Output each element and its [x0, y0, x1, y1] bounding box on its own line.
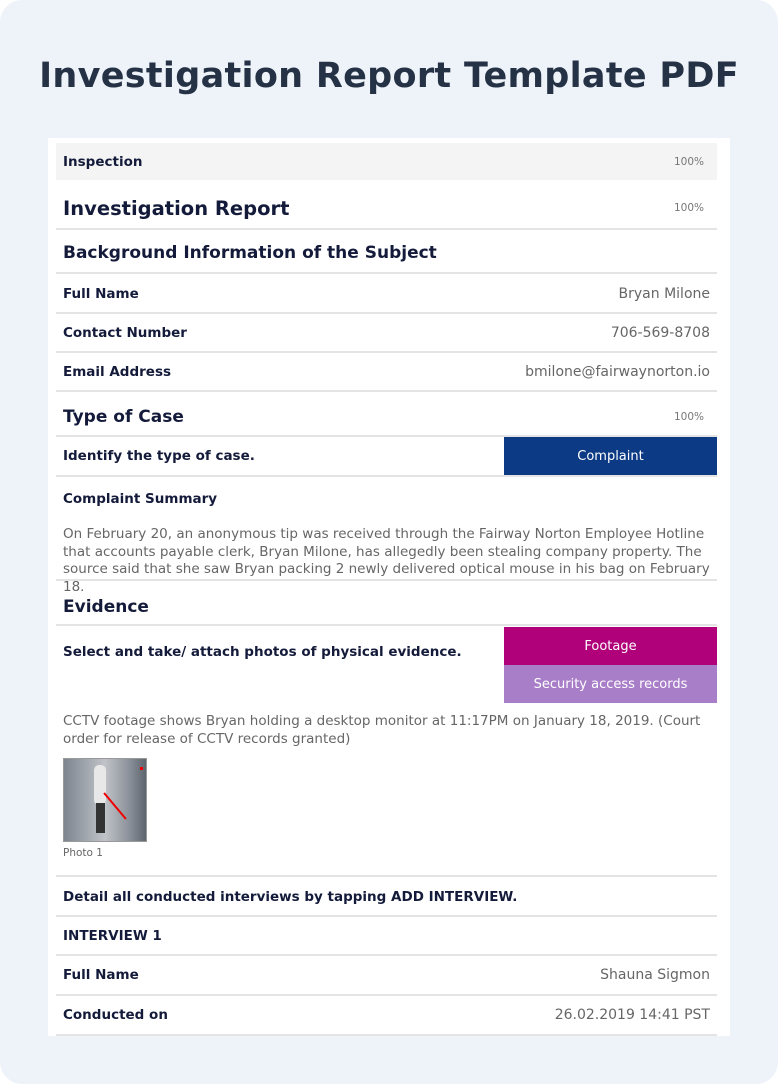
person-legs [96, 803, 105, 833]
field-value: Bryan Milone [618, 285, 710, 302]
case-type-percent: 100% [673, 410, 704, 423]
inspection-percent: 100% [673, 155, 704, 168]
evidence-photo-thumbnail[interactable] [63, 758, 147, 842]
divider [56, 579, 717, 581]
case-type-question: Identify the type of case. [63, 448, 255, 464]
evidence-heading: Evidence [63, 597, 149, 617]
background-heading-row [56, 234, 717, 274]
field-value: Shauna Sigmon [600, 967, 710, 983]
inspection-label: Inspection [63, 153, 143, 170]
field-row-contact-number [56, 314, 717, 353]
field-value: 706-569-8708 [610, 324, 710, 341]
complaint-summary-row [56, 479, 717, 519]
evidence-heading-row [56, 588, 717, 626]
complaint-summary-label: Complaint Summary [63, 491, 218, 507]
interview-field-conducted-on [56, 996, 717, 1036]
interviews-instruction-row [56, 878, 717, 917]
evidence-answer-footage[interactable]: Footage [504, 627, 717, 665]
field-row-full-name [56, 275, 717, 314]
inspection-row [56, 143, 717, 180]
field-label: Contact Number [63, 324, 187, 341]
interview-heading: INTERVIEW 1 [63, 927, 162, 944]
complaint-summary-text: On February 20, an anonymous tip was received through the Fairway Norton Employee Hotline that accounts payable clerk, Bryan Milone, has allegedly been stealing company property. The source said that she saw Bryan packing 2 newly delivered optical mouse in his bag on February 18. [63, 526, 710, 595]
evidence-note: CCTV footage shows Bryan holding a desktop monitor at 11:17PM on January 18, 2019. (Court order for release of CCTV records granted) [63, 713, 701, 747]
field-value: bmilone@fairwaynorton.io [525, 363, 710, 380]
divider [56, 875, 717, 877]
field-label: Email Address [63, 363, 172, 380]
report-percent: 100% [673, 202, 704, 214]
case-type-answer-complaint[interactable]: Complaint [504, 437, 717, 475]
report-heading-row [56, 188, 717, 230]
report-heading: Investigation Report [63, 196, 290, 220]
interviews-instruction: Detail all conducted interviews by tapping ADD INTERVIEW. [63, 888, 518, 905]
red-arrow-icon [103, 792, 126, 819]
field-label: Conducted on [63, 1007, 168, 1023]
field-row-email [56, 353, 717, 392]
evidence-question: Select and take/ attach photos of physical evidence. [63, 644, 462, 660]
interview-heading-row [56, 917, 717, 956]
case-type-heading-row [56, 398, 717, 437]
record-dot-icon [140, 767, 143, 770]
background-heading: Background Information of the Subject [63, 243, 437, 263]
evidence-answer-security-records[interactable]: Security access records [504, 665, 717, 703]
page-title: Investigation Report Template PDF [39, 56, 739, 96]
field-value: 26.02.2019 14:41 PST [554, 1007, 710, 1023]
interview-field-full-name [56, 956, 717, 996]
case-type-heading: Type of Case [63, 406, 184, 427]
field-label: Full Name [63, 285, 139, 302]
person-figure [94, 765, 106, 805]
report-document [48, 138, 730, 1036]
photo-caption: Photo 1 [63, 847, 103, 859]
field-label: Full Name [63, 967, 139, 983]
